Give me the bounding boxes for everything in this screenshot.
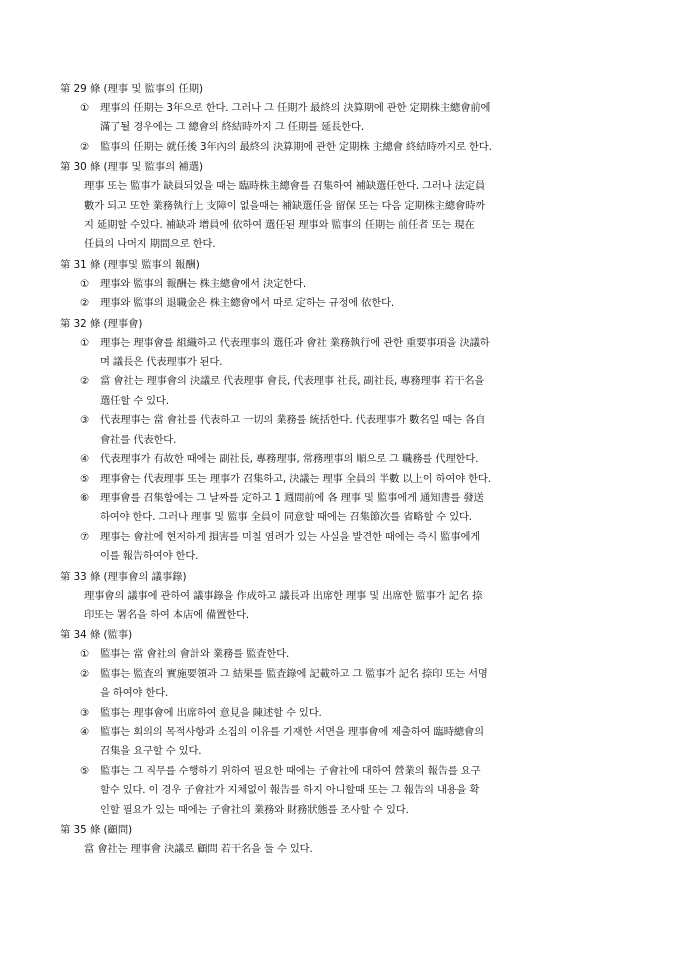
article-heading: 第 35 條 (顧問) [60,824,133,836]
body-text-line: 理事會의 議事에 관하여 議事錄을 作成하고 議長과 出席한 理事 및 出席한 監事가 記名 捺 [84,589,483,602]
clause [60,411,622,450]
article-body [60,177,622,255]
article [60,157,622,255]
clause [60,372,622,411]
article [60,314,622,567]
clause-text-line: 代表理事는 當 會社를 代表하고 一切의 業務를 統括한다. 代表理事가 數名일 때는 各自 [100,414,486,427]
clause-text-line: 會社를 代表한다. [100,433,177,446]
clause-text-line: 監事는 監査의 實施要領과 그 結果를 監査錄에 記載하고 그 監事가 記名 捺印 또는 서명 [100,667,488,680]
body-text-line: 印또는 署名을 하여 本店에 備置한다. [84,608,250,621]
article [60,625,622,820]
clause-text-line: 을 하여야 한다. [100,687,169,700]
clause-text-line: 滿了될 경우에는 그 總會의 終結時까지 그 任期를 延長한다. [100,121,364,134]
body-text-line: 지 延期할 수있다. 補缺과 增員에 依하여 選任된 理事와 監事의 任期는 前任者 또는 現在 [84,219,475,232]
clause-number: ② [80,375,90,388]
article-heading: 第 29 條 (理事 및 監事의 任期) [60,83,204,95]
clause-text-line: 할수 있다. 이 경우 子會社가 지체없이 報告를 하지 아니할때 또는 그 報告의 내용을 확 [100,784,480,797]
article [60,255,622,314]
clause [60,294,622,313]
clause-text-line: 理事와 監事의 報酬는 株主總會에서 決定한다. [100,277,306,290]
article-heading: 第 32 條 (理事會) [60,317,143,330]
clause-number: ③ [80,414,90,427]
body-text-line: 理事 또는 監事가 缺員되었을 때는 臨時株主總會를 召集하여 補缺選任한다. 그러나 法定員 [84,180,486,193]
clause-number: ① [80,277,90,290]
clause [60,99,622,138]
clause-text-line: 理事는 理事會를 組織하고 代表理事의 選任과 會社 業務執行에 관한 重要事項을 決議하 [100,336,490,349]
body-text-line: 任員의 나머지 期間으로 한다. [84,238,216,251]
clause-text-line: 理事와 監事의 退職金은 株主總會에서 따로 定하는 규정에 依한다. [100,297,395,310]
clause-number: ② [80,140,90,153]
clause [60,528,622,567]
clause-text-line: 理事會는 代表理事 또는 理事가 召集하고, 決議는 理事 全員의 半數 以上이 하여야 한다. [100,472,491,485]
clause [60,450,622,469]
clause [60,470,622,489]
clause-text-line: 인할 필요가 있는 때에는 子會社의 業務와 財務狀態를 조사할 수 있다. [100,803,409,816]
clause [60,138,622,157]
clause-text-line: 며 議長은 代表理事가 된다. [100,356,223,369]
article-heading: 第 34 條 (監事) [60,629,133,642]
article-body [60,587,622,626]
clause-number: ② [80,297,90,310]
clause-number: ④ [80,725,90,738]
clause-text-line: 代表理事가 有故한 때에는 副社長, 專務理事, 常務理事의 順으로 그 職務를 代理한다. [100,453,479,466]
article-heading: 第 31 條 (理事및 監事의 報酬) [60,258,200,271]
clause-list [60,99,622,157]
body-text-line: 數가 되고 또한 業務執行上 支障이 없을때는 補缺選任을 留保 또는 다음 定期株主總會時까 [84,199,486,212]
clause-number: ④ [80,453,90,466]
clause-list [60,645,622,820]
clause-text-line: 이를 報告하여야 한다. [100,550,199,563]
clause-number: ② [80,667,90,680]
clause-number: ⑥ [80,491,90,504]
clause [60,334,622,373]
clause-text-line: 理事의 任期는 3年으로 한다. 그러나 그 任期가 最終의 決算期에 관한 定期株主總會前에 [100,102,491,114]
clause-text-line: 監事는 회의의 목적사항과 소집의 이유를 기재한 서면을 理事會에 제출하여 臨時總會의 [100,725,484,738]
clause-text-line: 選任할 수 있다. [100,394,169,407]
clause-number: ① [80,336,90,349]
clause [60,665,622,704]
clause-text-line: 召集을 요구할 수 있다. [100,745,202,758]
article-heading: 第 30 條 (理事 및 監事의 補選) [60,161,204,174]
clause-number: ⑦ [80,530,90,543]
clause-number: ① [80,648,90,661]
clause-number: ③ [80,706,90,719]
clause-list [60,275,622,314]
clause-text-line: 理事會를 召集함에는 그 날짜를 定하고 1 週間前에 各 理事 및 監事에게 通知書를 發送 [100,491,484,504]
clause-text-line: 監事는 理事會에 出席하여 意見을 陳述할 수 있다. [100,706,322,719]
clause-text-line: 理事는 會社에 현저하게 損害를 미칠 염려가 있는 사실을 발견한 때에는 즉시 監事에게 [100,530,481,543]
clause-number: ⑤ [80,764,90,777]
clause [60,762,622,820]
clause-text-line: 監事는 當 會社의 會計와 業務를 監査한다. [100,648,290,661]
clause-list [60,334,622,567]
clause-number: ⑤ [80,472,90,485]
clause [60,723,622,762]
article-body [60,840,622,859]
clause [60,645,622,664]
clause-number: ① [80,102,90,114]
clause-text-line: 監事의 任期는 就任後 3年內의 最終의 決算期에 관한 定期株 主總會 終結時까지로 한다. [100,140,492,153]
article [60,820,622,859]
clause-text-line: 監事는 그 직무를 수행하기 위하여 필요한 때에는 子會社에 대하여 營業의 報告를 요구 [100,764,481,777]
clause-text-line: 하여야 한다. 그러나 理事 및 監事 全員이 同意할 때에는 召集節次를 省略할 수 있다. [100,511,472,524]
clause [60,704,622,723]
body-text-line: 當 會社는 理事會 決議로 顧問 若干名을 둘 수 있다. [84,843,313,855]
articles-of-incorporation [60,79,622,859]
article [60,567,622,626]
clause-text-line: 當 會社는 理事會의 決議로 代表理事 會長, 代表理事 社長, 副社長, 專務理事 若干名을 [100,375,485,388]
article [60,79,622,157]
clause [60,489,622,528]
article-heading: 第 33 條 (理事會의 議事錄) [60,570,187,583]
clause [60,275,622,294]
